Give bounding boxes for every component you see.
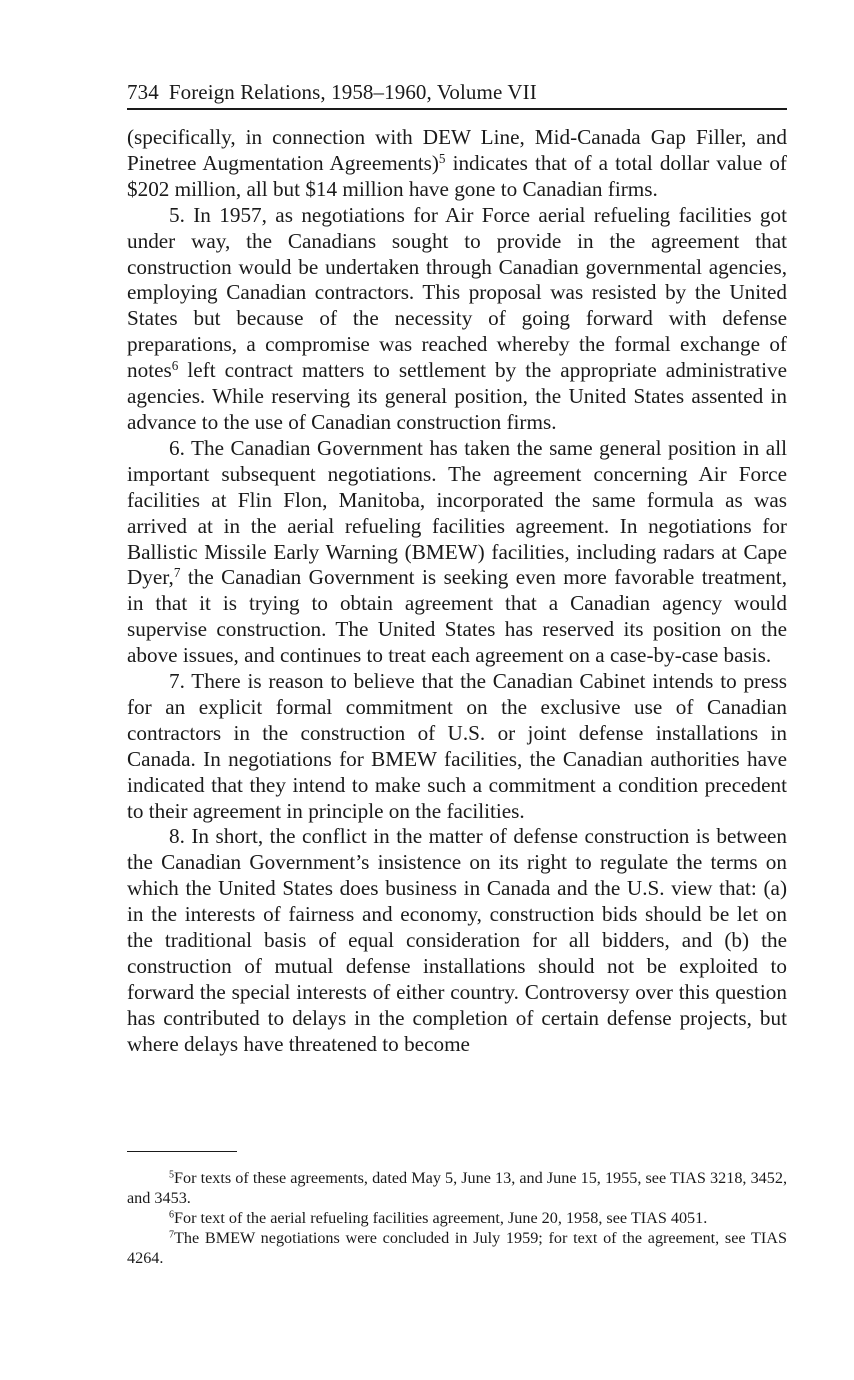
footnote-text: For texts of these agreements, dated May 5, June 13, and June 15, 1955, see TIAS 3218, 3452, and 3453. bbox=[127, 1169, 787, 1207]
paragraph-text: indicates that of a total dollar value of $202 million, all but $14 million have gone to Canadian firms. bbox=[127, 150, 787, 201]
footnote-ref-5[interactable]: 5 bbox=[438, 150, 446, 166]
paragraph-text: 7. There is reason to believe that the Canadian Cabinet intends to press for an explicit formal commitment on the exclusive use of Canadian contractors in the construction of U.S. or joint defense installations in Canada. In negotiations for BMEW facilities, the Canadian authorities have indicated that they intend to make such a commitment a condition precedent to their agreement in principle on the facilities. bbox=[127, 669, 787, 823]
document-page bbox=[127, 78, 787, 1267]
paragraph-text: the Canadian Government is seeking even more favorable treatment, in that it is trying to obtain agreement that a Canadian agency would supervise construction. The United States has reserved its position on the above issues, and continues to treat each agreement on a case-by-case basis. bbox=[127, 565, 787, 668]
footnote-7 bbox=[127, 1228, 787, 1268]
volume-title: Foreign Relations, 1958–1960, Volume VII bbox=[168, 80, 537, 104]
footnote-text: For text of the aerial refueling facilities agreement, June 20, 1958, see TIAS 4051. bbox=[174, 1209, 708, 1227]
footnote-text: The BMEW negotiations were concluded in July 1959; for text of the agreement, see TIAS 4264. bbox=[127, 1229, 787, 1267]
footnote-marker: 6 bbox=[169, 1209, 175, 1221]
paragraph-text: 5. In 1957, as negotiations for Air Force aerial refueling facilities got under way, the Canadians sought to provide in the agreement that construction would be undertaken through Canadian governmental agencies, employing Canadian contractors. This proposal was resisted by the United States but because of the necessity of going forward with defense preparations, a compromise was reached whereby the formal exchange of notes bbox=[127, 202, 787, 383]
paragraph-text: left contract matters to settlement by the appropriate administrative agencies. While reserving its general position, the United States assented in advance to the use of Canadian construction firms. bbox=[127, 358, 787, 434]
paragraph-text: 8. In short, the conflict in the matter of defense construction is between the Canadian Government’s insistence on its right to regulate the terms on which the United States does business in Canada and the U.S. view that: (a) in the interests of fairness and economy, construction bids should be let on the traditional basis of equal consideration for all bidders, and (b) the construction of mutual defense installations should not be exploited to forward the special interests of either country. Controversy over this question has contributed to delays in the completion of certain defense projects, but where delays have threatened to become bbox=[127, 824, 787, 1056]
running-head bbox=[127, 78, 787, 110]
paragraph-continued bbox=[127, 125, 787, 203]
paragraph-text: 6. The Canadian Government has taken the same general position in all important subsequent negotiations. The agreement concerning Air Force facilities at Flin Flon, Manitoba, incorporated the same formula as was arrived at in the aerial refueling facilities agreement. In negotiations for Ballistic Missile Early Warning (BMEW) facilities, including radars at Cape Dyer, bbox=[127, 435, 787, 590]
paragraph-8 bbox=[127, 824, 787, 1057]
paragraph-text: (specifically, in connection with DEW Line, Mid-Canada Gap Filler, and Pinetree Augmentation Agreements) bbox=[127, 125, 787, 175]
body-text bbox=[127, 125, 787, 1058]
footnotes bbox=[127, 1168, 787, 1268]
footnote-divider bbox=[127, 1151, 237, 1152]
page-number: 734 bbox=[127, 80, 159, 104]
paragraph-7 bbox=[127, 669, 787, 824]
footnote-ref-7[interactable]: 7 bbox=[173, 565, 181, 581]
footnote-ref-6[interactable]: 6 bbox=[171, 357, 179, 373]
footnote-marker: 5 bbox=[169, 1169, 175, 1181]
footnote-6 bbox=[127, 1208, 787, 1228]
paragraph-6 bbox=[127, 436, 787, 669]
footnote-5 bbox=[127, 1168, 787, 1208]
footnote-marker: 7 bbox=[169, 1229, 175, 1241]
paragraph-5 bbox=[127, 203, 787, 436]
